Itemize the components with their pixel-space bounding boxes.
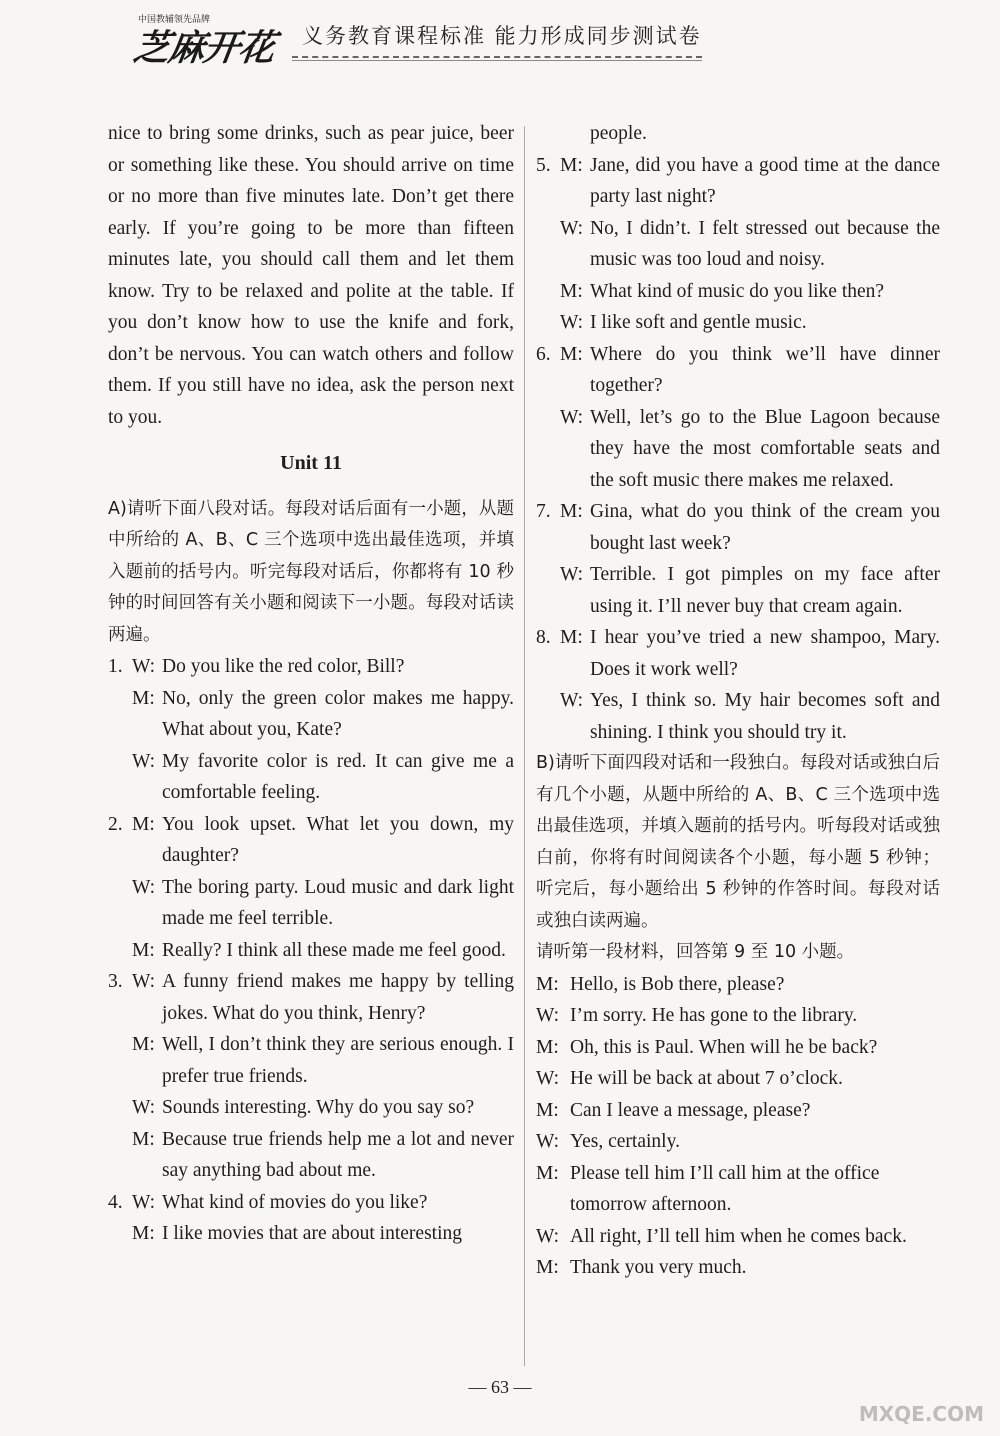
line-text: Yes, I think so. My hair becomes soft and shining. I think you should try it. [590,690,940,743]
page-number: — 63 — [468,1377,532,1397]
speaker: M: [560,501,583,522]
line-text: My favorite color is red. It can give me a comfortable feeling. [162,750,514,803]
speaker: M: [536,1162,559,1184]
dialogue-line [536,402,940,497]
dialogue-line [108,683,514,746]
line-text: I like soft and gentle music. [590,312,807,333]
speaker: W: [560,217,584,239]
line-text: What kind of music do you like then? [590,280,885,302]
speaker: W: [560,564,584,585]
dialogue-2 [108,809,514,967]
dialogue-7 [536,496,940,622]
speaker: M: [132,687,155,709]
line-text: Do you like the red color, Bill? [162,656,405,677]
speaker: W: [132,971,156,992]
item-number: 4. [108,1191,123,1213]
dialogue-line [108,746,514,809]
dialogue-line [108,809,514,872]
speaker: W: [536,1068,560,1089]
conversation-9-10 [536,969,940,1284]
conv-line [536,1095,940,1127]
dialogue-line [108,1187,514,1219]
line-text: Jane, did you have a good time at the dance party last night? [590,154,940,207]
speaker: M: [132,1034,155,1055]
speaker: M: [132,1128,155,1150]
speaker: M: [132,939,155,961]
dialogue-line [536,685,940,748]
conv-line [536,969,940,1001]
speaker: M: [560,343,583,365]
instruction-a: A)请听下面八段对话。每段对话后面有一小题，从题中所给的 A、B、C 三个选项中选出最佳选项，并填入题前的括号内。听完每段对话后，你都将有 10 秒钟的时间回答有关小题和阅读下一小题。每段对话读两遍。 [108,498,514,645]
line-text: Well, let’s go to the Blue Lagoon because they have the most comfortable seats and the soft music there makes me relaxed. [590,406,940,491]
line-text: You look upset. What let you down, my daughter? [162,813,514,866]
dialogue-4 [108,1187,514,1250]
watermark-logo: MXQE.COM [858,1402,984,1426]
dialogue-line [108,966,514,1029]
line-text: people. [590,123,647,144]
speaker: M: [560,154,583,176]
dialogue-6 [536,339,940,497]
instruction-b: B)请听下面四段对话和一段独白。每段对话或独白后有几个小题，从题中所给的 A、B、C 三个选项中选出最佳选项，并填入题前的括号内。听每段对话或独白前，你将有时间阅读各个小题，每小题 5 秒钟；听完后，每小题给出 5 秒钟的作答时间。每段对话或独白读两遍。 [536,753,940,931]
speaker: W: [536,1225,560,1247]
item-number: 7. [536,501,551,522]
line-text: Can I leave a message, please? [570,1099,811,1121]
right-column [536,118,940,1284]
header-rule [292,56,702,58]
speaker: W: [132,1097,156,1118]
dialogue-line [536,559,940,622]
speaker: W: [536,1005,560,1026]
line-text: Please tell him I’ll call him at the office tomorrow afternoon. [570,1162,880,1215]
column-divider [524,126,525,1366]
conv-line [536,1032,940,1064]
instruction-c: 请听第一段材料，回答第 9 至 10 小题。 [536,942,855,962]
speaker: W: [132,656,156,677]
dialogue-line [108,872,514,935]
line-text: Sounds interesting. Why do you say so? [162,1097,475,1118]
series-title: 义务教育课程标准 能力形成同步测试卷 [302,24,702,48]
conv-line [536,1252,940,1284]
dialogue-line [536,276,940,308]
left-column [108,118,514,1250]
line-text: Really? I think all these made me feel good. [162,939,506,961]
line-text: A funny friend makes me happy by telling jokes. What do you think, Henry? [162,971,514,1024]
speaker: M: [536,1099,559,1121]
unit-heading: Unit 11 [280,452,342,474]
dialogue-line [108,1124,514,1187]
dialogue-3 [108,966,514,1187]
line-text: Yes, certainly. [570,1131,680,1152]
dialogue-line [108,935,514,967]
speaker: W: [132,876,156,898]
item-number: 2. [108,813,123,835]
continued-line [536,118,940,150]
line-text: I hear you’ve tried a new shampoo, Mary. Does it work well? [590,627,940,680]
speaker: W: [560,312,584,333]
dialogue-line [108,1218,514,1250]
line-text: He will be back at about 7 o’clock. [570,1068,843,1089]
dialogue-line [536,213,940,276]
line-text: Where do you think we’ll have dinner together? [590,343,940,396]
speaker: M: [536,973,559,995]
speaker: M: [560,627,583,648]
dialogue-line [536,150,940,213]
header-rule-solid [292,60,702,61]
dialogue-line [536,307,940,339]
intro-paragraph: nice to bring some drinks, such as pear juice, beer or something like these. You should arrive on time or no more than five minutes late. Don’t get there early. If you’re going to be more than fifteen minutes late, you should call them and let them know. Try to be relaxed and polite at the table. If you don’t know how to use the knife and fork, don’t be nervous. You can watch others and follow them. If you still have no idea, ask the person next to you. [108,123,514,428]
conv-line [536,1063,940,1095]
line-text: Hello, is Bob there, please? [570,973,785,995]
line-text: Gina, what do you think of the cream you bought last week? [590,501,940,554]
dialogue-8 [536,622,940,748]
line-text: All right, I’ll tell him when he comes back. [570,1225,907,1247]
line-text: I like movies that are about interesting [162,1223,462,1244]
speaker: W: [536,1131,560,1152]
dialogue-5 [536,150,940,339]
speaker: M: [132,813,155,835]
speaker: M: [132,1223,155,1244]
speaker: W: [560,690,584,711]
line-text: Well, I don’t think they are serious enough. I prefer true friends. [162,1034,514,1087]
brand-tagline: 中国教辅领先品牌 [138,15,211,25]
dialogue-line [536,496,940,559]
speaker: M: [536,1036,559,1058]
line-text: What kind of movies do you like? [162,1191,428,1213]
conv-line [536,1000,940,1032]
conv-line [536,1221,940,1253]
dialogue-line [108,1029,514,1092]
conv-line [536,1158,940,1221]
line-text: No, I didn’t. I felt stressed out because the music was too loud and noisy. [590,217,940,270]
line-text: Thank you very much. [570,1257,747,1278]
line-text: Because true friends help me a lot and never say anything bad about me. [162,1128,514,1181]
line-text: I’m sorry. He has gone to the library. [570,1005,858,1026]
dialogue-line [108,1092,514,1124]
line-text: The boring party. Loud music and dark light made me feel terrible. [162,876,514,929]
speaker: W: [132,750,156,772]
speaker: M: [536,1257,559,1278]
dialogue-1 [108,651,514,809]
line-text: Oh, this is Paul. When will he be back? [570,1036,878,1058]
item-number: 3. [108,971,123,992]
speaker: M: [560,280,583,302]
speaker: W: [560,406,584,428]
conv-line [536,1126,940,1158]
brand-logo: 芝麻开花 [130,28,277,69]
item-number: 6. [536,343,551,365]
dialogue-line [536,339,940,402]
dialogue-line [108,651,514,683]
item-number: 5. [536,154,551,176]
line-text: Terrible. I got pimples on my face after using it. I’ll never buy that cream again. [590,564,940,617]
speaker: W: [132,1191,156,1213]
line-text: No, only the green color makes me happy. What about you, Kate? [162,687,514,740]
dialogue-line [536,622,940,685]
item-number: 1. [108,656,123,677]
item-number: 8. [536,627,551,648]
page-header [0,0,1000,100]
